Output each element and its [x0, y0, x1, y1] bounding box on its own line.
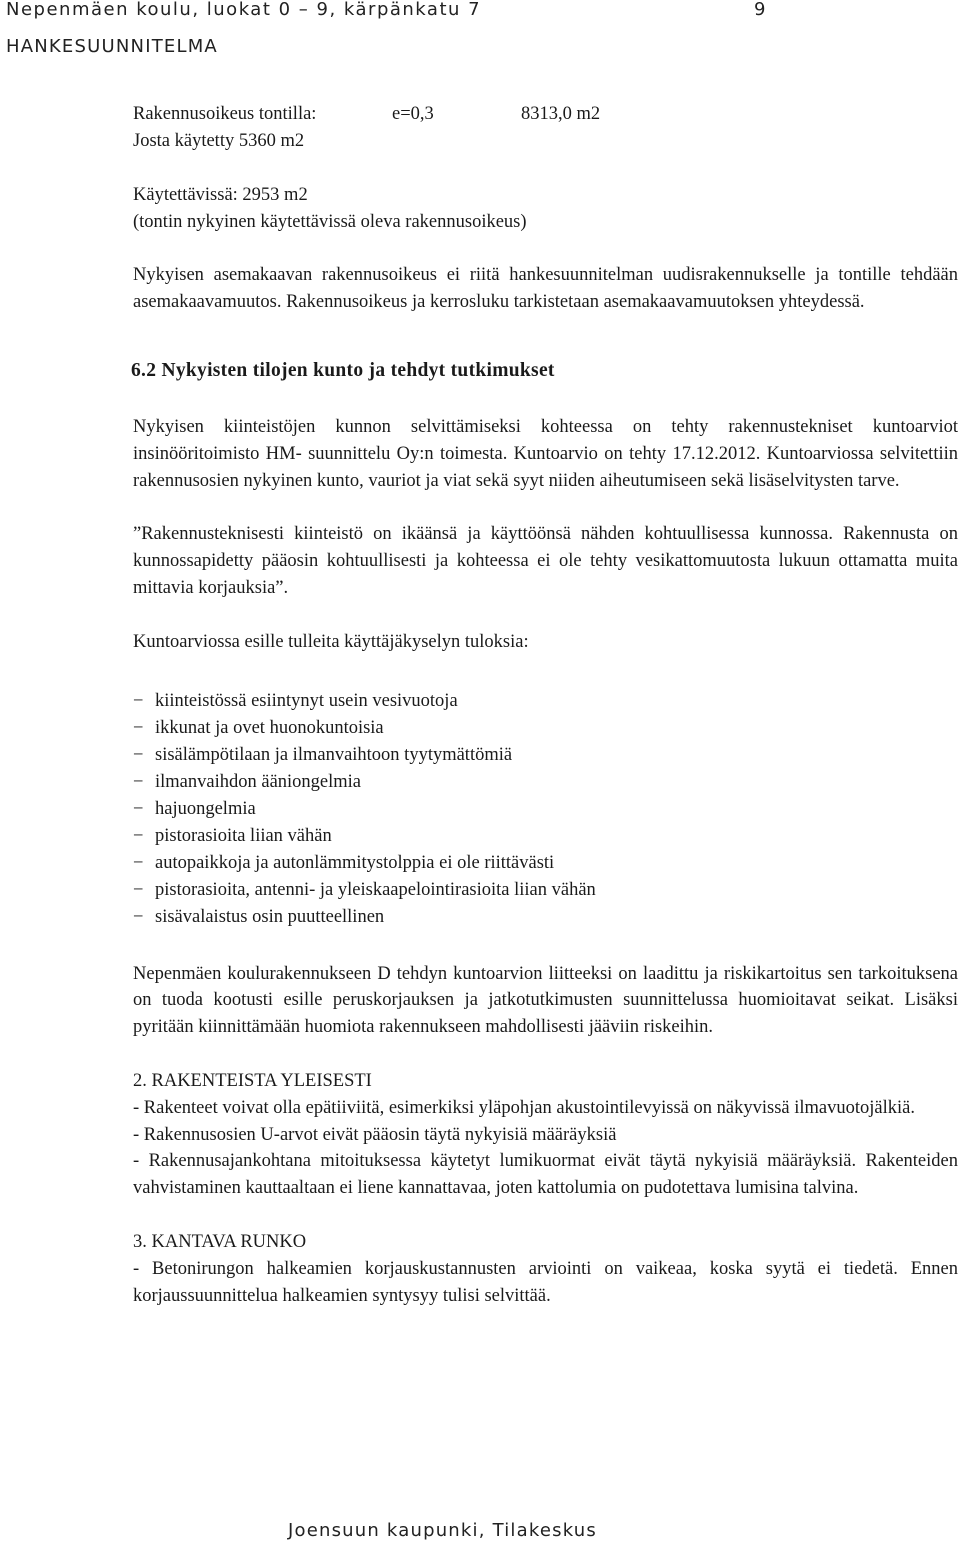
building-rights-label: Rakennusoikeus tontilla: — [133, 104, 317, 124]
list-item: − ikkunat ja ovet huonokuntoisia — [133, 715, 958, 742]
building-rights-available-note: (tontin nykyinen käytettävissä oleva rakennusoikeus) — [133, 211, 527, 232]
condition-survey-intro: Nykyisen kiinteistöjen kunnon selvittämiseksi kohteessa on tehty rakennustekniset kuntoarviot insinööritoimisto HM- suunnittelu Oy:n toimesta. Kuntoarvio on tehty 17.12.2012. Kuntoarviossa selvitettiin rakennusosien nykyinen kunto, vauriot ja viat sekä syyt niiden aiheutumiseen sekä lisäselvitysten tarve. — [133, 416, 958, 491]
dash-bullet: − — [133, 717, 144, 738]
zoning-paragraph: Nykyisen asemakaavan rakennusoikeus ei riitä hankesuunnitelman uudisrakennukselle ja tontille tehdään asemakaavamuutos. Rakennusoikeus ja kerrosluku tarkistetaan asemakaavamuutoksen yhteydessä. — [133, 265, 958, 313]
building-rights-row — [133, 101, 958, 128]
list-item: − autopaikkoja ja autonlämmitystolppia ei ole riittävästi — [133, 850, 958, 877]
load-bearing-item-1: - Betonirungon halkeamien korjauskustannusten arviointi on vaikeaa, koska syytä ei tiedetä. Ennen korjaussuunnittelua halkeamien syntysyy tulisi selvittää. — [133, 1258, 958, 1306]
dash-bullet: − — [133, 744, 144, 765]
page-number: 9 — [754, 0, 766, 20]
user-survey-list — [133, 688, 958, 931]
section-heading-6-2: 6.2 Nykyisten tilojen kunto ja tehdyt tutkimukset — [131, 359, 555, 381]
dash-bullet: − — [133, 906, 144, 927]
list-item: − sisälämpötilaan ja ilmanvaihtoon tyytymättömiä — [133, 742, 958, 769]
structures-item-3: - Rakennusajankohtana mitoituksessa käytetyt lumikuormat eivät täytä nykyisiä määräyksiä. Rakenteiden vahvistaminen kauttaaltaan ei liene kannattavaa, joten kattolumia on pudotettava lumisina talvina. — [133, 1151, 958, 1199]
building-rights-used: Josta käytetty 5360 m2 — [133, 131, 305, 151]
dash-bullet: − — [133, 879, 144, 900]
dash-bullet: − — [133, 852, 144, 873]
list-item: − hajuongelmia — [133, 796, 958, 823]
condition-quote: ”Rakennusteknisesti kiinteistö on ikäänsä ja käyttöönsä nähden kohtuullisessa kunnossa. Rakennusta on kunnossapidetty pääosin kohtuullisesti ja kohteessa ei ole tehty vesikattomuutosta lukuun ottamatta muita mittavia korjauksia”. — [133, 524, 958, 598]
dash-bullet: − — [133, 798, 144, 819]
list-item: − pistorasioita liian vähän — [133, 823, 958, 850]
building-rights-ratio: e=0,3 — [392, 104, 434, 124]
header-school-line: Nepenmäen koulu, luokat 0 – 9, kärpänkatu 7 — [6, 0, 482, 20]
structures-item-1: - Rakenteet voivat olla epätiiviitä, esimerkiksi yläpohjan akustointilevyissä on näkyvissä ilmavuotojälkiä. — [133, 1097, 915, 1118]
page-footer: Joensuun kaupunki, Tilakeskus — [288, 1520, 597, 1541]
document-body — [133, 101, 958, 1309]
document-title: HANKESUUNNITELMA — [6, 36, 218, 57]
dash-bullet: − — [133, 690, 144, 711]
dash-bullet: − — [133, 825, 144, 846]
list-item: − pistorasioita, antenni- ja yleiskaapelointirasioita liian vähän — [133, 877, 958, 904]
building-rights-area: 8313,0 m2 — [521, 104, 601, 124]
structures-item-2: - Rakennusosien U-arvot eivät pääosin täytä nykyisiä määräyksiä — [133, 1124, 617, 1145]
section-heading-structures: 2. RAKENTEISTA YLEISESTI — [133, 1070, 372, 1091]
user-survey-intro: Kuntoarviossa esille tulleita käyttäjäkyselyn tuloksia: — [133, 631, 529, 652]
list-item: − ilmanvaihdon ääniongelmia — [133, 769, 958, 796]
list-item: − sisävalaistus osin puutteellinen — [133, 904, 958, 931]
risk-assessment-paragraph: Nepenmäen koulurakennukseen D tehdyn kuntoarvion liitteeksi on laadittu ja riskikartoitus sen tarkoituksena on tuoda kootusti esille peruskorjauksen ja jatkotutkimusten suunnittelussa huomioitavat seikat. Lisäksi pyritään kiinnittämään huomiota rakennukseen mahdollisesti jääviin riskeihin. — [133, 963, 958, 1038]
building-rights-available: Käytettävissä: 2953 m2 — [133, 184, 308, 205]
dash-bullet: − — [133, 771, 144, 792]
section-heading-load-bearing-frame: 3. KANTAVA RUNKO — [133, 1231, 307, 1252]
list-item: − kiinteistössä esiintynyt usein vesivuotoja — [133, 688, 958, 715]
